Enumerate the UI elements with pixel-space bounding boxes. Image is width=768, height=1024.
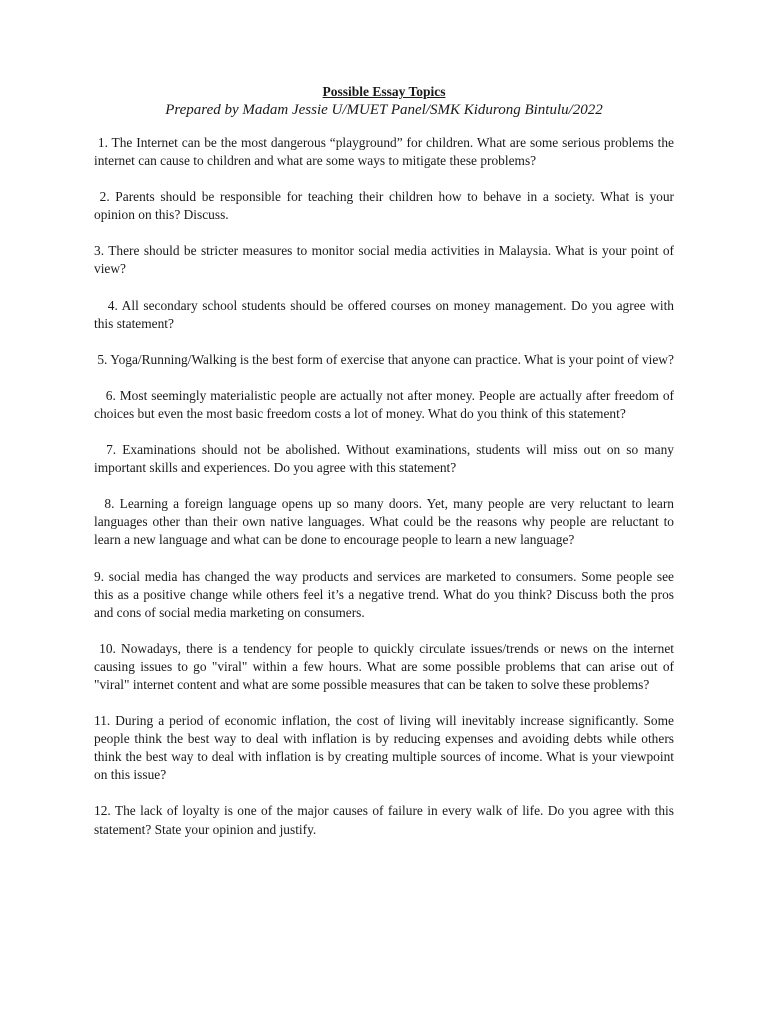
document-title: Possible Essay Topics bbox=[322, 84, 446, 99]
essay-topic-10: 10. Nowadays, there is a tendency for people to quickly circulate issues/trends or news on the internet causing issues to go "viral" within a few hours. What are some possible problems that can arise out of "viral" internet content and what are some possible measures that can be taken to solve these problems? bbox=[94, 640, 674, 692]
essay-topic-12: 12. The lack of loyalty is one of the major causes of failure in every walk of life. Do you agree with this statement? State your opinion and justify. bbox=[94, 803, 674, 837]
essay-topic-6: 6. Most seemingly materialistic people are actually not after money. People are actually after freedom of choices but even the most basic freedom costs a lot of money. What do you think of this statement? bbox=[94, 387, 674, 421]
essay-topic-8: 8. Learning a foreign language opens up so many doors. Yet, many people are very reluctant to learn languages other than their own native languages. What could be the reasons why people are reluctant to learn a new language and what can be done to encourage people to learn a new language? bbox=[94, 496, 674, 548]
essay-topic-11: 11. During a period of economic inflation, the cost of living will inevitably increase significantly. Some people think the best way to deal with inflation is by reducing expenses and avoiding debts while others think the best way to deal with inflation is by creating multiple sources of income. What is your viewpoint on this issue? bbox=[94, 713, 674, 783]
essay-topic-4: 4. All secondary school students should be offered courses on money management. Do you agree with this statement? bbox=[94, 297, 674, 331]
essay-topic-7: 7. Examinations should not be abolished. Without examinations, students will miss out on so many important skills and experiences. Do you agree with this statement? bbox=[94, 442, 674, 476]
essay-topic-1: 1. The Internet can be the most dangerous “playground” for children. What are some serious problems the internet can cause to children and what are some ways to mitigate these problems? bbox=[94, 135, 674, 169]
document-subtitle: Prepared by Madam Jessie U/MUET Panel/SMK Kidurong Bintulu/2022 bbox=[165, 102, 603, 118]
essay-topic-3: 3. There should be stricter measures to monitor social media activities in Malaysia. What is your point of view? bbox=[94, 243, 674, 277]
essay-topic-5: 5. Yoga/Running/Walking is the best form of exercise that anyone can practice. What is your point of view? bbox=[94, 351, 674, 367]
essay-topic-9: 9. social media has changed the way products and services are marketed to consumers. Some people see this as a positive change while others feel it’s a negative trend. What do you think? Discuss both the pros and cons of social media marketing on consumers. bbox=[94, 568, 674, 620]
essay-topic-list bbox=[94, 134, 674, 839]
essay-topic-2: 2. Parents should be responsible for teaching their children how to behave in a society. What is your opinion on this? Discuss. bbox=[94, 189, 674, 223]
